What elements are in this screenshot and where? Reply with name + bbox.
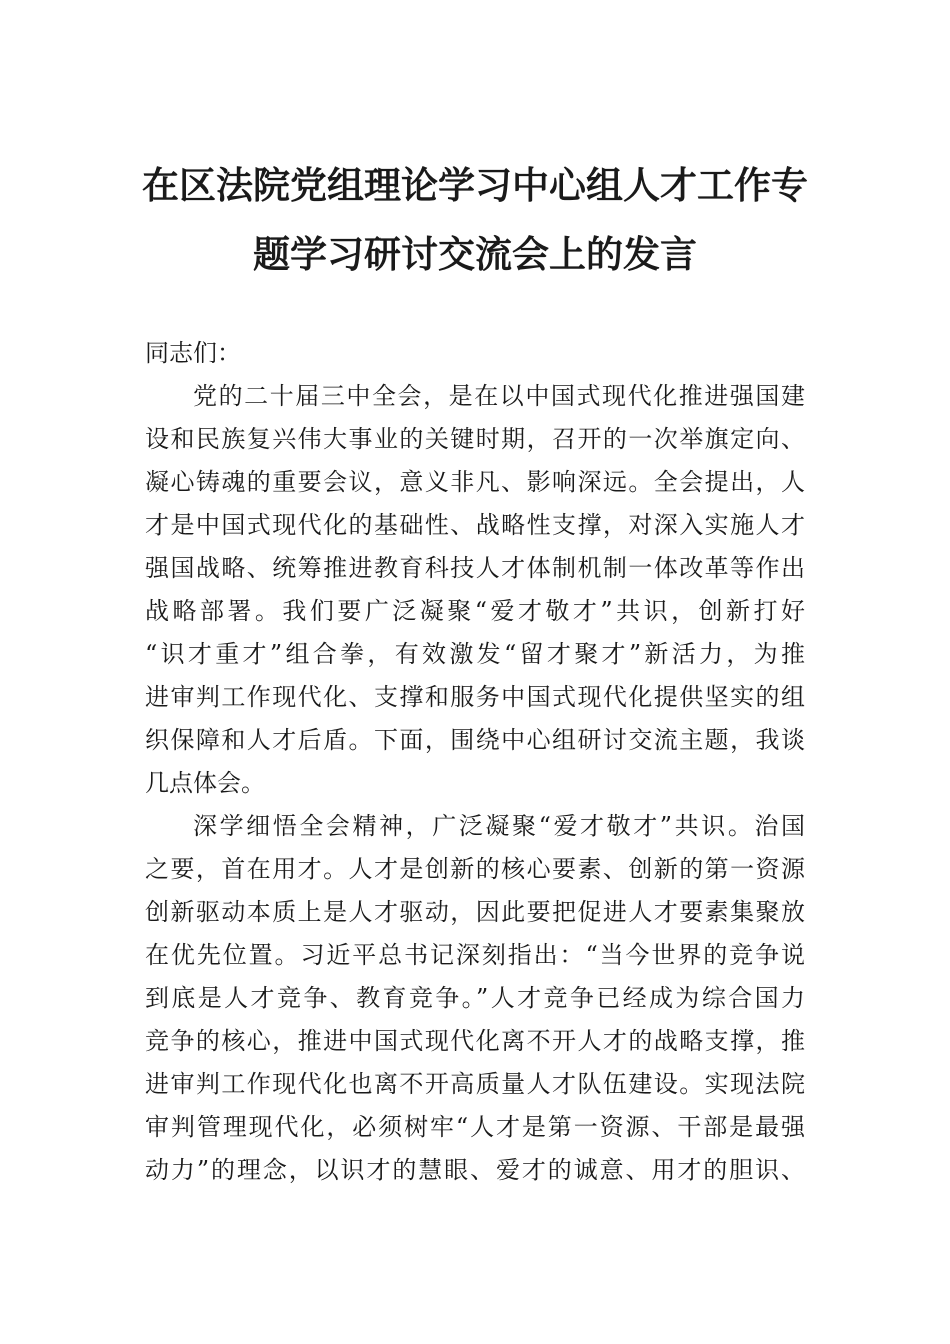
paragraph-2-line-6: 竞争的核心，推进中国式现代化离不开人才的战略支撑，推 bbox=[145, 1027, 805, 1055]
salutation: 同志们： bbox=[145, 339, 241, 367]
document-title-line-2: 题学习研讨交流会上的发言 bbox=[253, 232, 697, 276]
paragraph-2-line-4: 在优先位置。习近平总书记深刻指出：“当今世界的竞争说 bbox=[145, 941, 805, 969]
paragraph-1-line-8: 进审判工作现代化、支撑和服务中国式现代化提供坚实的组 bbox=[145, 683, 805, 711]
paragraph-2-line-9: 动力”的理念，以识才的慧眼、爱才的诚意、用才的胆识、 bbox=[145, 1156, 805, 1184]
document-title-line-1: 在区法院党组理论学习中心组人才工作专 bbox=[142, 163, 808, 207]
paragraph-1-line-5: 强国战略、统筹推进教育科技人才体制机制一体改革等作出 bbox=[145, 554, 805, 582]
paragraph-1-line-9: 织保障和人才后盾。下面，围绕中心组研讨交流主题，我谈 bbox=[145, 726, 805, 754]
paragraph-2-line-5: 到底是人才竞争、教育竞争。”人才竞争已经成为综合国力 bbox=[145, 984, 805, 1012]
paragraph-1-line-10: 几点体会。 bbox=[145, 769, 265, 797]
paragraph-2-line-7: 进审判工作现代化也离不开高质量人才队伍建设。实现法院 bbox=[145, 1070, 805, 1098]
paragraph-2-line-1: 深学细悟全会精神，广泛凝聚“爱才敬才”共识。治国 bbox=[193, 812, 805, 840]
paragraph-1-line-1: 党的二十届三中全会，是在以中国式现代化推进强国建 bbox=[193, 382, 805, 410]
paragraph-2-line-2: 之要，首在用才。人才是创新的核心要素、创新的第一资源 bbox=[145, 855, 805, 883]
paragraph-1-line-6: 战略部署。我们要广泛凝聚“爱才敬才”共识，创新打好 bbox=[145, 597, 805, 625]
paragraph-1-line-2: 设和民族复兴伟大事业的关键时期，召开的一次举旗定向、 bbox=[145, 425, 805, 453]
paragraph-2-line-8: 审判管理现代化，必须树牢“人才是第一资源、干部是最强 bbox=[145, 1113, 805, 1141]
paragraph-1-line-4: 才是中国式现代化的基础性、战略性支撑，对深入实施人才 bbox=[145, 511, 805, 539]
paragraph-1-line-7: “识才重才”组合拳，有效激发“留才聚才”新活力，为推 bbox=[145, 640, 805, 668]
paragraph-2-line-3: 创新驱动本质上是人才驱动，因此要把促进人才要素集聚放 bbox=[145, 898, 805, 926]
paragraph-1-line-3: 凝心铸魂的重要会议，意义非凡、影响深远。全会提出，人 bbox=[145, 468, 805, 496]
